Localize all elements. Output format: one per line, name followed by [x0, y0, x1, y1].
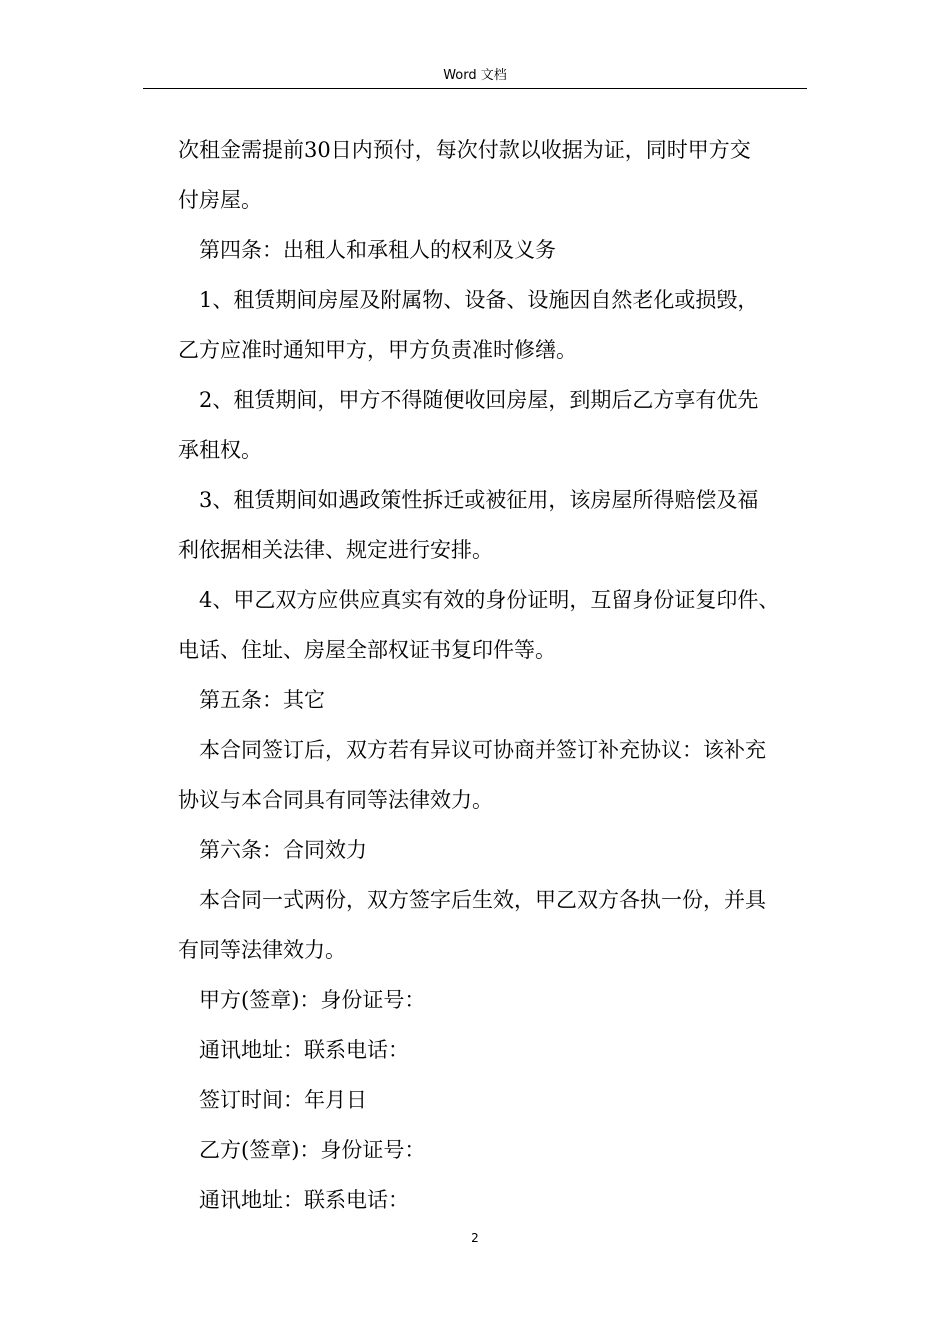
section-heading: 第六条：合同效力	[199, 838, 367, 862]
page-header	[143, 64, 807, 89]
text-line: 次租金需提前30日内预付，每次付款以收据为证，同时甲方交	[178, 138, 751, 162]
text-line: 本合同一式两份，双方签字后生效，甲乙双方各执一份，并具	[199, 888, 766, 912]
text-line: 本合同签订后，双方若有异议可协商并签订补充协议：该补充	[199, 738, 766, 762]
text-line: 2、租赁期间，甲方不得随便收回房屋，到期后乙方享有优先	[199, 388, 759, 412]
text-line: 利依据相关法律、规定进行安排。	[178, 538, 493, 562]
section-heading: 第四条：出租人和承租人的权利及义务	[199, 238, 556, 262]
signature-field: 通讯地址：联系电话：	[199, 1188, 409, 1212]
text-line: 有同等法律效力。	[178, 938, 346, 962]
text-line: 1、租赁期间房屋及附属物、设备、设施因自然老化或损毁，	[199, 288, 759, 312]
signature-field: 甲方(签章)：身份证号：	[199, 988, 426, 1012]
signature-field: 通讯地址：联系电话：	[199, 1038, 409, 1062]
page-number: 2	[471, 1231, 479, 1245]
header-title: Word 文档	[443, 68, 507, 83]
text-line: 承租权。	[178, 438, 262, 462]
document-body	[178, 125, 818, 1225]
text-line: 3、租赁期间如遇政策性拆迁或被征用，该房屋所得赔偿及福	[199, 488, 759, 512]
text-line: 乙方应准时通知甲方，甲方负责准时修缮。	[178, 338, 577, 362]
text-line: 4、甲乙双方应供应真实有效的身份证明，互留身份证复印件、	[199, 588, 780, 612]
signature-field: 乙方(签章)：身份证号：	[199, 1138, 426, 1162]
text-line: 付房屋。	[178, 188, 262, 212]
text-line: 电话、住址、房屋全部权证书复印件等。	[178, 638, 556, 662]
text-line: 协议与本合同具有同等法律效力。	[178, 788, 493, 812]
signature-field: 签订时间：年月日	[199, 1088, 367, 1112]
section-heading: 第五条：其它	[199, 688, 325, 712]
